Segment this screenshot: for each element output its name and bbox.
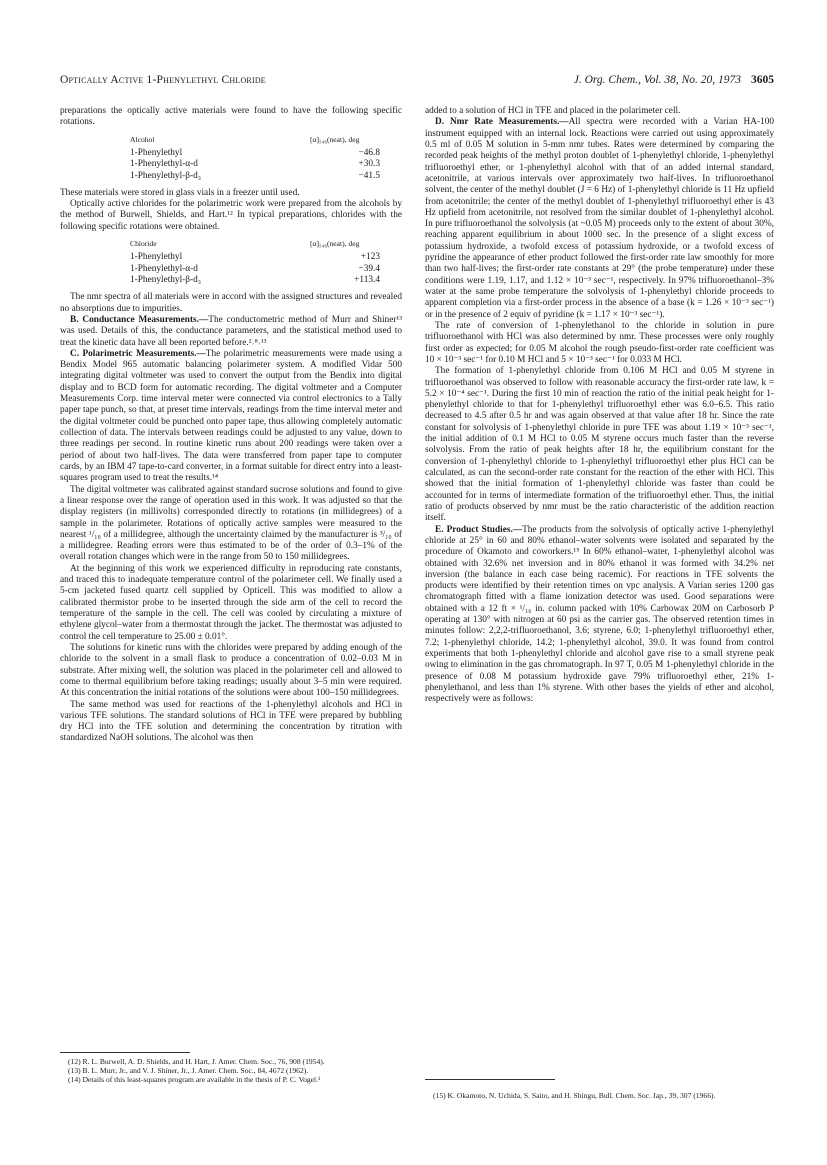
left-column [60, 106, 402, 745]
footnote: (15) K. Okamoto, N. Uchida, S. Saito, and H. Shingu, Bull. Chem. Soc. Jap., 39, 307 (1966). [433, 1091, 716, 1100]
table-cell: −46.8 [358, 147, 380, 158]
journal-name: J. Org. Chem., Vol. 38, No. 20, 1973 [573, 74, 741, 86]
footnote: (12) R. L. Burwell, A. D. Shields, and H. Hart, J. Amer. Chem. Soc., 76, 908 (1954). [68, 1057, 325, 1066]
journal-citation [574, 74, 774, 86]
paragraph: These materials were stored in glass vials in a freezer until used. [60, 187, 300, 198]
section-heading: C. Polarimetric Measurements.— [70, 348, 206, 359]
page-number: 3605 [751, 74, 774, 86]
paragraph: At the beginning of this work we experienced difficulty in reproducing rate constants, and traced this to inadequate temperature control of the polarimeter cell. We finally used a 5-cm jacketed fused quartz cell supplied by Opticell. This was modified to allow a calibrated thermistor probe to be inserted through the side arm of the cell to record the temperature of the sample in the cell. The cell was cooled by circulating a mixture of ethylene glycol–water from a thermostat through the jacket. The thermostat was adjusted to control the cell temperature to 25.00 ± 0.01°. [60, 563, 402, 642]
section-text: The products from the solvolysis of optically active 1-phenylethyl chloride at 25° in 60 and 80% ethanol–water solvents were isolated and separated by the procedure of Okamoto and coworkers.¹⁵ In 60% ethanol–water, 1-phenylethyl alcohol was obtained with 32.6% net inversion and in 80% ethanol it was formed with 34.2% net inversion (the balance in each case being racemic). For reactions in TFE solvents the products were identified by their retention times on vpc analysis. A Varian series 1200 gas chromatograph fitted with a flame ionization detector was used. Good separations were obtained with a 12 ft × ¹/₁₆ in. column packed with 10% Carbowax 20M on Carbosorb P operating at 130° with nitrogen at 60 psi as the carrier gas. The observed retention times in minutes follow: 2,2,2-trifluoroethanol, 3.6; styrene, 6.0; 1-phenylethyl trifluoroethyl ether, 7.2; 1-phenylethyl chloride, 14.2; 1-phenylethyl alcohol, 39.0. It was found from control experiments that both 1-phenylethyl chloride and alcohol gave rise to a small styrene peak owing to elimination in the gas chromatograph. In 97 T, 0.05 M 1-phenylethyl chloride in the presence of 0.08 M potassium hydroxide gave 79% trifluoroethyl ether, 21% 1-phenylethanol, and less than 1% styrene. With other bases the yields of ether and alcohol, respectively were as follows: [425, 524, 774, 705]
table-header: [α]₅₄₆(neat), deg [310, 134, 360, 144]
section-heading: D. Nmr Rate Measurements.— [435, 117, 569, 128]
footnotes-left [60, 1057, 402, 1085]
paragraph: Optically active chlorides for the polarimetric work were prepared from the alcohols by the method of Burwell, Shields, and Hart.¹² In typical preparations, chlorides with the following specific rotations were obtained. [60, 199, 402, 232]
section-text: All spectra were recorded with a Varian HA-100 instrument equipped with an internal lock. Reactions were carried out using approximately 0.5 ml of 0.05 M solution in 5-mm nmr tubes. Rates were determined by comparing the recorded peak heights of the methyl proton doublet of 1-phenylethyl chloride, 1-phenylethyl trifluoroethyl ether, or 1-phenylethyl alcohol with that of an added internal standard, acetonitrile, at various intervals over approximately two half-lives. In trifluoroethanol solvent, the center of the methyl doublet (J = 6 Hz) of 1-phenylethyl chloride is 11 Hz upfield from acetonitrile; the center of the methyl doublet of 1-phenylethyl trifluoroethyl ether is 43 Hz upfield from acetonitrile, not resolved from the similar doublet of 1-phenylethyl alcohol. In pure trifluoroethanol the solvolysis (at ~0.05 M) proceeds only to the extent of about 30%, reaching apparent equilibrium in about 1000 sec. In the presence of a slight excess of potassium hydroxide, a twofold excess of potassium hydroxide, or a twofold excess of pyridine the appearance of ether product followed the first-order rate law smoothly for more than two half-lives; the first-order rate constants at 29° (the probe temperature) under these conditions were 1.19, 1.17, and 1.12 × 10⁻³ sec⁻¹, respectively. In 97% trifluoroethanol–3% water at the same probe temperature the solvolysis of 1-phenylethyl chloride proceeds to apparent completion via a first-order process in the absence of a base (k = 1.26 × 10⁻³ sec⁻¹) or in the presence of 2 equiv of pyridine (k = 1.17 × 10⁻³ sec⁻¹). [425, 117, 775, 320]
section-b [60, 315, 402, 349]
table-cell: −41.5 [358, 170, 380, 181]
table-cell: 1-Phenylethyl-α-d [130, 159, 198, 170]
footnote-rule [60, 1052, 190, 1053]
alcohol-rotation-table [130, 134, 392, 182]
paragraph: The digital voltmeter was calibrated against standard sucrose solutions and found to give a linear response over the range of operation used in this work. It was adjusted so that the display registers (in millivolts) corresponded directly to rotations (in millidegrees) of a sample in the polarimeter. Rotations of optically active samples were measured to the nearest ¹/₁₀ of a millidegree, although the uncertainty claimed by the manufacturer is ³/₁₀ of a millidegree. Reading errors were thus estimated to be of the order of 0.3–1% of the overall rotation changes which were in the range from 50 to 150 millidegrees. [60, 484, 402, 563]
table-row [130, 275, 392, 286]
table-row [130, 159, 392, 170]
section-heading: B. Conductance Measurements.— [70, 314, 209, 325]
table-cell: −39.4 [358, 263, 380, 274]
section-d [425, 117, 774, 321]
paragraph: The solutions for kinetic runs with the chlorides were prepared by adding enough of the chloride to the solvent in a small flask to produce a concentration of 0.02–0.03 M in substrate. After mixing well, the solution was placed in the polarimeter cell and allowed to come to thermal equilibrium before taking readings; usually about 3–5 min were required. At this concentration the initial rotations of the solutions were about 100–150 millidegrees. [60, 642, 402, 699]
table-header-row [130, 134, 392, 148]
table-row [130, 252, 392, 263]
footnote: (13) B. L. Murr, Jr., and V. J. Shiner, Jr., J. Amer. Chem. Soc., 84, 4672 (1962). [68, 1066, 309, 1076]
paragraph: The same method was used for reactions of the 1-phenylethyl alcohols and HCl in various TFE solutions. The standard solutions of HCl in TFE were prepared by bubbling dry HCl into the TFE solution and determining the concentration by titration with standardized NaOH solutions. The alcohol was then [60, 699, 402, 744]
table-cell: +30.3 [358, 159, 380, 170]
chloride-rotation-table [130, 238, 392, 286]
section-e [425, 525, 774, 706]
table-header: Alcohol [130, 134, 155, 144]
table-cell: 1-Phenylethyl [130, 147, 183, 158]
section-text: The polarimetric measurements were made using a Bendix Model 965 automatic balancing polarimeter system. A modified Vidar 500 integrating digital voltmeter was used to convert the output from the Bendix into digital display and to BCD form for automatic recording. The digital voltmeter and a Computer Measurements Corp. time interval meter were connected via control electronics to a Tally paper tape punch, so that, at preset time intervals, readings from the time interval meter and the digital voltmeter could be punched onto paper tape, thus allowing completely automatic collection of data. The intervals between readings could be adjusted to any value, down to three readings per second. In routine kinetic runs about 200 readings were taken over a period of about two half-lives. The data were transferred from paper tape to computer cards, by an IBM 47 tape-to-card converter, in a format suitable for direct entry into a least-squares program used to treat the results.¹⁴ [60, 348, 402, 484]
table-cell: 1-Phenylethyl-β-d₃ [130, 274, 201, 285]
footnote-rule [425, 1079, 555, 1080]
table-header-row [130, 238, 392, 252]
paragraph: added to a solution of HCl in TFE and placed in the polarimeter cell. [425, 106, 681, 116]
table-cell: 1-Phenylethyl-α-d [130, 263, 198, 274]
table-cell: +113.4 [354, 274, 380, 285]
table-header: [α]₅₄₆(neat), deg [310, 239, 360, 249]
section-text: The conductometric method of Murr and Shiner¹³ was used. Details of this, the conductance parameters, and the statistical method used to treat the kinetic data have all been reported before.²˒⁸˒¹³ [60, 314, 402, 348]
section-c [60, 349, 402, 485]
table-row [130, 148, 392, 159]
paragraph: preparations the optically active materials were found to have the following specific rotations. [60, 106, 402, 128]
running-title: Optically Active 1-Phenylethyl Chloride [60, 74, 266, 86]
right-column [425, 106, 774, 706]
footnote: (14) Details of this least-squares program are available in the thesis of P. C. Vogel.¹ [68, 1075, 321, 1085]
table-cell: 1-Phenylethyl [130, 252, 183, 263]
section-heading: E. Product Studies.— [435, 524, 523, 535]
table-cell: +123 [360, 252, 380, 263]
paragraph: The nmr spectra of all materials were in accord with the assigned structures and revealed no absorptions due to impurities. [60, 292, 402, 314]
running-header [60, 74, 774, 90]
table-row [130, 171, 392, 182]
paragraph: The formation of 1-phenylethyl chloride from 0.106 M HCl and 0.05 M styrene in trifluoroethanol was observed to follow with reasonable accuracy the first-order rate law, k = 5.2 × 10⁻⁴ sec⁻¹. During the first 10 min of reaction the ratio of the initial peak height for 1-phenylethyl chloride to that for 1-phenylethyl trifluoroethyl ether was 6.0–6.5. This ratio decreased to 4.5 after 0.5 hr and was again observed at that value after 18 hr. Since the rate constant for solvolysis of 1-phenylethyl chloride in pure TFE was about 1.19 × 10⁻³ sec⁻¹, the initial addition of 0.1 M HCl to 0.05 M styrene occurs much faster than the reverse solvolysis. From the ratio of peak heights after 18 hr, the equilibrium constant for the conversion of 1-phenylethyl chloride to 1-phenylethyl trifluoroethyl ether plus HCl can be calculated, as can the second-order rate constant for the reaction of the ether with HCl. This showed that the initial formation of 1-phenylethyl chloride was faster than could be accounted for in terms of intermediate formation of the trifluoroethyl ether. Thus, the initial ratio of products observed by nmr must be the ratio characteristic of the addition reaction itself. [425, 366, 774, 524]
table-cell: 1-Phenylethyl-β-d₃ [130, 170, 201, 181]
table-header: Chloride [130, 239, 157, 249]
footnotes-right [425, 1091, 774, 1100]
paragraph: The rate of conversion of 1-phenylethanol to the chloride in solution in pure trifluoroethanol with HCl was also determined by nmr. These processes were only roughly first order as expected; for 0.05 M alcohol the rough pseudo-first-order rate coefficient was 10 × 10⁻³ sec⁻¹ for 0.10 M HCl and 5 × 10⁻³ sec⁻¹ for 0.033 M HCl. [425, 320, 774, 365]
table-row [130, 264, 392, 275]
